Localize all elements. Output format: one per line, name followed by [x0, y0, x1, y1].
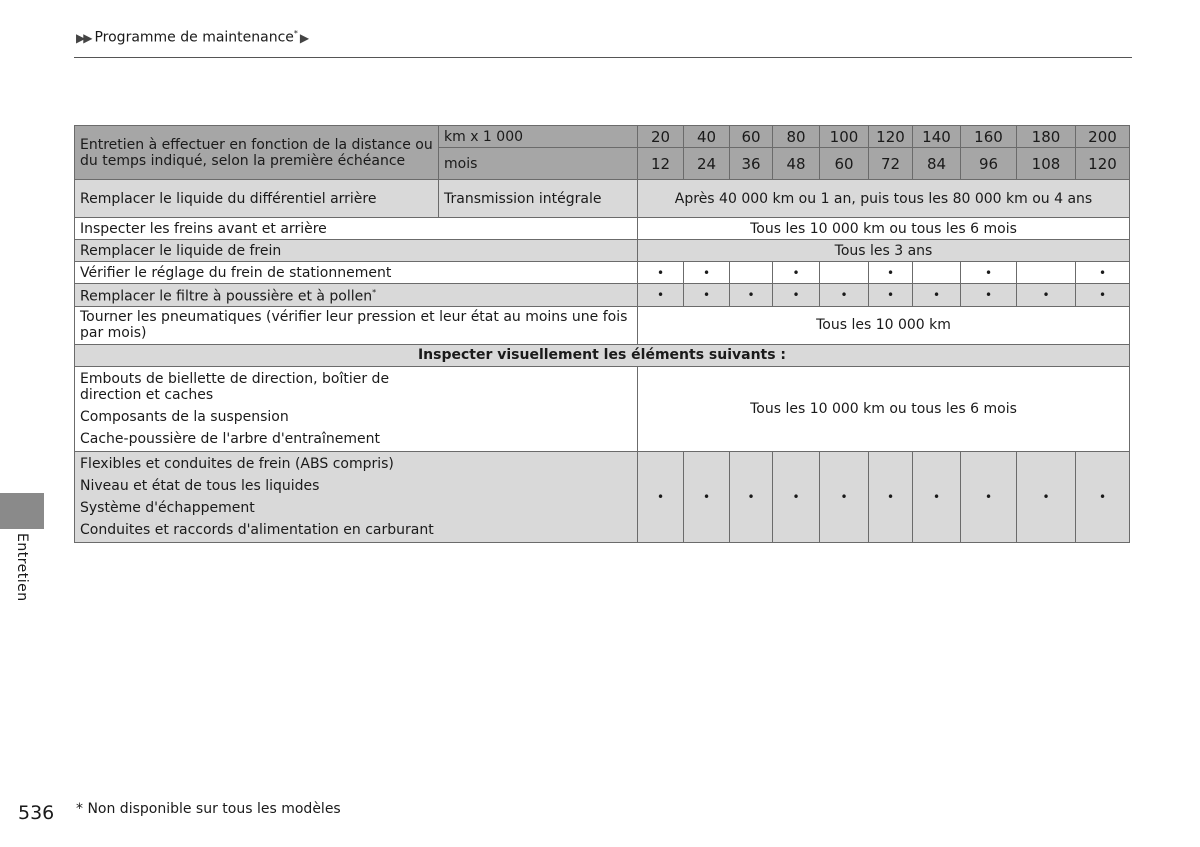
- km-value: 100: [820, 126, 869, 148]
- km-value: 60: [730, 126, 773, 148]
- row-interval: Tous les 10 000 km ou tous les 6 mois: [638, 218, 1130, 240]
- section-tab: [0, 493, 44, 529]
- row-label: Inspecter les freins avant et arrière: [75, 218, 638, 240]
- dot-cell: •: [684, 284, 730, 307]
- list-item: Cache-poussière de l'arbre d'entraînement: [80, 430, 380, 447]
- maintenance-table: [74, 125, 1130, 543]
- footnote: * Non disponible sur tous les modèles: [76, 801, 341, 817]
- row-visual-group-1: [75, 366, 1130, 451]
- row-visual-header: [75, 344, 1130, 366]
- row-visual-group-2: [75, 451, 1130, 542]
- dot-cell: •: [1076, 451, 1130, 542]
- header-divider: [74, 57, 1132, 58]
- dot-cell: •: [773, 451, 820, 542]
- dot-cell: [913, 262, 961, 284]
- breadcrumb-label: Programme de maintenance: [94, 29, 294, 46]
- row-label: Remplacer le liquide de frein: [75, 240, 638, 262]
- dot-cell: •: [913, 451, 961, 542]
- row-pollen-filter: [75, 284, 1130, 307]
- header-title: Entretien à effectuer en fonction de la distance ou du temps indiqué, selon la première échéance: [75, 126, 439, 180]
- km-value: 40: [684, 126, 730, 148]
- list-item: Flexibles et conduites de frein (ABS compris): [80, 455, 394, 472]
- row-parking-brake: [75, 262, 1130, 284]
- dot-cell: •: [773, 284, 820, 307]
- dot-cell: •: [1017, 451, 1076, 542]
- row-interval: Tous les 3 ans: [638, 240, 1130, 262]
- list-item: Conduites et raccords d'alimentation en carburant: [80, 521, 434, 538]
- arrow-right-icon: ▶: [299, 30, 310, 45]
- dot-cell: •: [869, 451, 913, 542]
- dot-cell: •: [961, 451, 1017, 542]
- page-number: 536: [18, 802, 55, 824]
- dot-cell: [820, 262, 869, 284]
- dot-cell: •: [820, 451, 869, 542]
- dot-cell: [730, 262, 773, 284]
- km-value: 140: [913, 126, 961, 148]
- dot-cell: [1017, 262, 1076, 284]
- dot-cell: •: [773, 262, 820, 284]
- row-sub-label: Transmission intégrale: [439, 180, 638, 218]
- month-value: 12: [638, 148, 684, 180]
- row-interval: Tous les 10 000 km ou tous les 6 mois: [638, 366, 1130, 451]
- km-value: 160: [961, 126, 1017, 148]
- dot-cell: •: [1017, 284, 1076, 307]
- dot-cell: •: [869, 284, 913, 307]
- dot-cell: •: [638, 262, 684, 284]
- dot-cell: •: [820, 284, 869, 307]
- row-interval: Tous les 10 000 km: [638, 306, 1130, 344]
- header-months-label: mois: [439, 148, 638, 180]
- dot-cell: •: [869, 262, 913, 284]
- row-interval: Après 40 000 km ou 1 an, puis tous les 80 000 km ou 4 ans: [638, 180, 1130, 218]
- row-brake-fluid: [75, 240, 1130, 262]
- dot-cell: •: [730, 451, 773, 542]
- double-arrow-icon: ▶▶: [76, 30, 91, 45]
- list-item: Embouts de biellette de direction, boîtier de direction et caches: [80, 370, 390, 403]
- list-item: Composants de la suspension: [80, 408, 289, 425]
- row-brakes: [75, 218, 1130, 240]
- header-km-label: km x 1 000: [439, 126, 638, 148]
- dot-cell: •: [730, 284, 773, 307]
- row-differential-fluid: [75, 180, 1130, 218]
- month-value: 24: [684, 148, 730, 180]
- section-label: Entretien: [14, 533, 30, 602]
- breadcrumb: [76, 24, 309, 48]
- row-label: Tourner les pneumatiques (vérifier leur pression et leur état au moins une fois par mois): [75, 306, 638, 344]
- dot-cell: •: [1076, 284, 1130, 307]
- month-value: 36: [730, 148, 773, 180]
- month-value: 60: [820, 148, 869, 180]
- dot-cell: •: [638, 451, 684, 542]
- item-list: [75, 451, 638, 542]
- header-row-km: [75, 126, 1130, 148]
- month-value: 96: [961, 148, 1017, 180]
- km-value: 120: [869, 126, 913, 148]
- dot-cell: •: [961, 284, 1017, 307]
- section-heading: Inspecter visuellement les éléments suivants :: [75, 344, 1130, 366]
- item-list: [75, 366, 638, 451]
- month-value: 48: [773, 148, 820, 180]
- row-label-star: *: [372, 288, 377, 297]
- month-value: 72: [869, 148, 913, 180]
- row-label: [75, 284, 638, 307]
- km-value: 20: [638, 126, 684, 148]
- list-item: Système d'échappement: [80, 499, 255, 516]
- row-tire-rotation: [75, 306, 1130, 344]
- dot-cell: •: [684, 451, 730, 542]
- breadcrumb-star: *: [293, 29, 298, 38]
- dot-cell: •: [684, 262, 730, 284]
- row-label-text: Remplacer le filtre à poussière et à pollen: [80, 288, 373, 305]
- km-value: 80: [773, 126, 820, 148]
- dot-cell: •: [1076, 262, 1130, 284]
- row-label: Remplacer le liquide du différentiel arrière: [75, 180, 439, 218]
- list-item: Niveau et état de tous les liquides: [80, 477, 320, 494]
- km-value: 200: [1076, 126, 1130, 148]
- dot-cell: •: [638, 284, 684, 307]
- month-value: 120: [1076, 148, 1130, 180]
- km-value: 180: [1017, 126, 1076, 148]
- month-value: 108: [1017, 148, 1076, 180]
- dot-cell: •: [913, 284, 961, 307]
- month-value: 84: [913, 148, 961, 180]
- dot-cell: •: [961, 262, 1017, 284]
- row-label: Vérifier le réglage du frein de stationnement: [75, 262, 638, 284]
